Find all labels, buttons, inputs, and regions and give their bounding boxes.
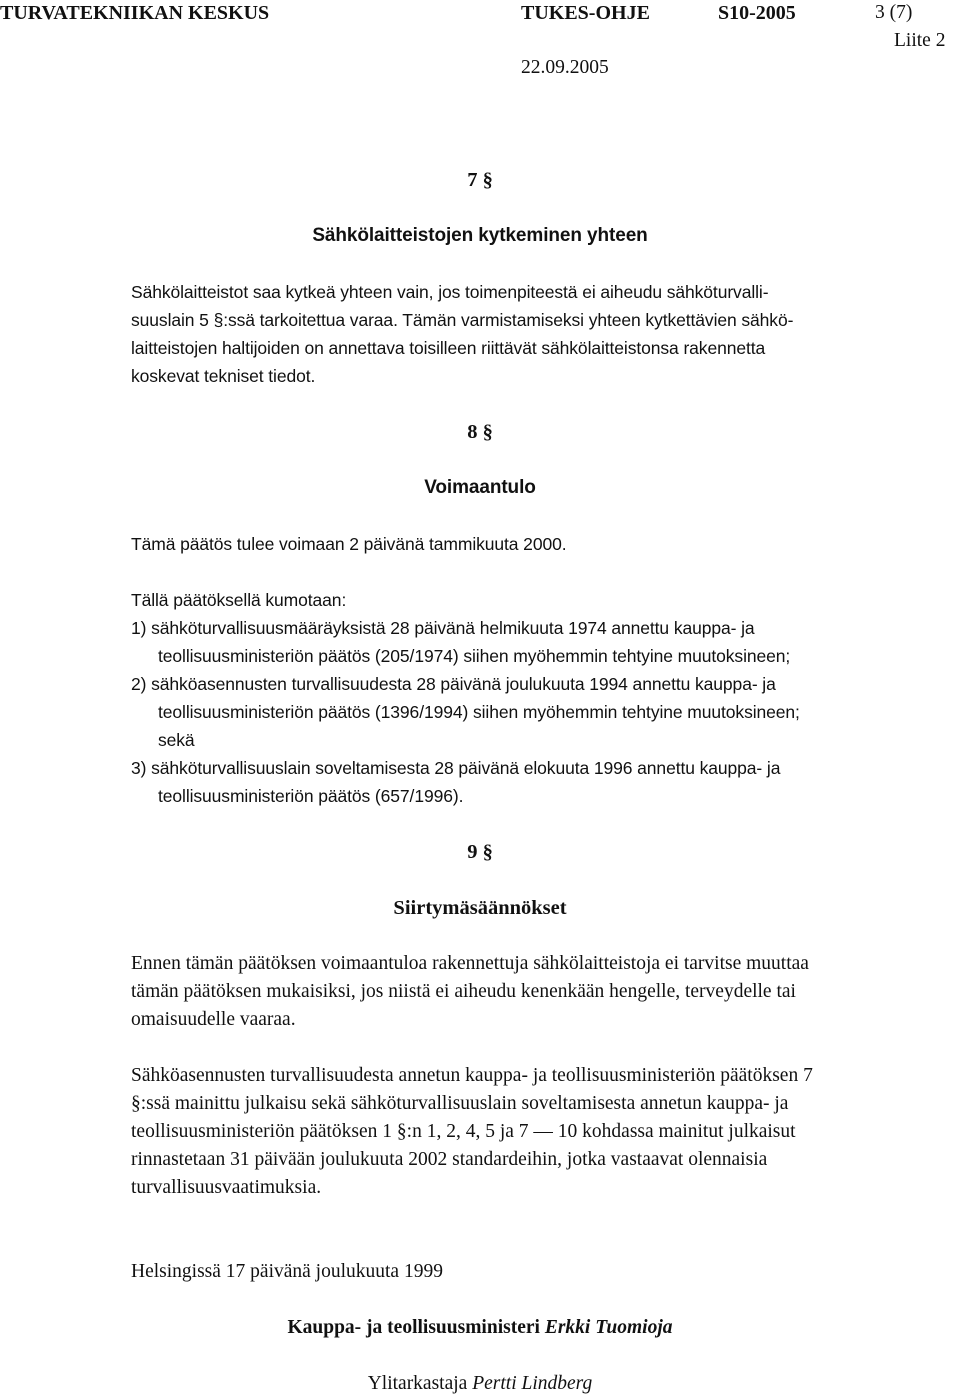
repeal-item-3-cont: teollisuusministeriön päätös (657/1996). bbox=[158, 786, 464, 806]
official-title: Ylitarkastaja bbox=[367, 1373, 473, 1394]
transition-para-1-line-2: tämän päätöksen mukaisiksi, jos niistä ei aiheudu kenenkään hengelle, terveydelle tai bbox=[131, 981, 796, 1002]
document-type: TUKES-OHJE bbox=[521, 2, 650, 24]
section-8-title: Voimaantulo bbox=[424, 477, 536, 498]
attachment-label: Liite 2 bbox=[894, 30, 946, 51]
repeal-item-1-cont: teollisuusministeriön päätös (205/1974) siihen myöhemmin tehtyine muutoksineen; bbox=[158, 646, 791, 666]
transition-para-1-line-1: Ennen tämän päätöksen voimaantuloa rakennettuja sähkölaitteistoja ei tarvitse muuttaa bbox=[131, 953, 809, 974]
repeal-item-2: 2) sähköasennusten turvallisuudesta 28 päivänä joulukuuta 1994 annettu kauppa- ja bbox=[131, 674, 776, 694]
section-7-line-3: laitteistojen haltijoiden on annettava toisilleen riittävät sähkölaitteistonsa rakennetta bbox=[131, 338, 766, 358]
transition-para-2-line-2: §:ssä mainittu julkaisu sekä sähköturvallisuuslain soveltamisesta annetun kauppa- ja bbox=[131, 1093, 789, 1114]
section-7-line-4: koskevat tekniset tiedot. bbox=[131, 366, 316, 386]
minister-signature-line bbox=[0, 1314, 960, 1342]
repeal-item-3: 3) sähköturvallisuuslain soveltamisesta 28 päivänä elokuuta 1996 annettu kauppa- ja bbox=[131, 758, 781, 778]
section-8-number: 8 § bbox=[467, 421, 493, 443]
section-7-line-2: suuslain 5 §:ssä tarkoitettua varaa. Tämän varmistamiseksi yhteen kytkettävien sähkö- bbox=[131, 310, 794, 330]
section-7-title: Sähkölaitteistojen kytkeminen yhteen bbox=[312, 225, 648, 246]
transition-para-2-line-5: turvallisuusvaatimuksia. bbox=[131, 1177, 322, 1198]
repeal-item-2-cont: teollisuusministeriön päätös (1396/1994) siihen myöhemmin tehtyine muutoksineen; bbox=[158, 702, 800, 722]
organization-name: TURVATEKNIIKAN KESKUS bbox=[0, 2, 270, 24]
section-7-number: 7 § bbox=[467, 169, 493, 191]
place-and-date: Helsingissä 17 päivänä joulukuuta 1999 bbox=[131, 1261, 443, 1282]
transition-para-2-line-4: rinnastetaan 31 päivään joulukuuta 2002 standardeihin, jotka vastaavat olennaisia bbox=[131, 1149, 768, 1170]
minister-name: Erkki Tuomioja bbox=[544, 1317, 673, 1338]
repeal-item-2-end: sekä bbox=[158, 730, 195, 750]
effective-date-text: Tämä päätös tulee voimaan 2 päivänä tammikuuta 2000. bbox=[131, 534, 567, 554]
page-number: 3 (7) bbox=[875, 2, 913, 23]
minister-title: Kauppa- ja teollisuusministeri bbox=[287, 1317, 545, 1338]
transition-para-1-line-3: omaisuudelle vaaraa. bbox=[131, 1009, 296, 1030]
section-9-title: Siirtymäsäännökset bbox=[393, 897, 567, 919]
repeal-item-1: 1) sähköturvallisuusmääräyksistä 28 päivänä helmikuuta 1974 annettu kauppa- ja bbox=[131, 618, 755, 638]
official-signature-line bbox=[0, 1370, 960, 1398]
official-name: Pertti Lindberg bbox=[472, 1373, 593, 1394]
section-9-number: 9 § bbox=[467, 841, 493, 863]
transition-para-2-line-1: Sähköasennusten turvallisuudesta annetun kauppa- ja teollisuusministeriön päätöksen 7 bbox=[131, 1065, 813, 1086]
transition-para-2-line-3: teollisuusministeriön päätöksen 1 §:n 1, 2, 4, 5 ja 7 — 10 kohdassa mainitut julkaisut bbox=[131, 1121, 796, 1142]
document-code: S10-2005 bbox=[718, 2, 796, 24]
document-date: 22.09.2005 bbox=[521, 57, 609, 78]
section-7-line-1: Sähkölaitteistot saa kytkeä yhteen vain, jos toimenpiteestä ei aiheudu sähköturvalli- bbox=[131, 282, 769, 302]
repeal-intro: Tällä päätöksellä kumotaan: bbox=[131, 590, 347, 610]
